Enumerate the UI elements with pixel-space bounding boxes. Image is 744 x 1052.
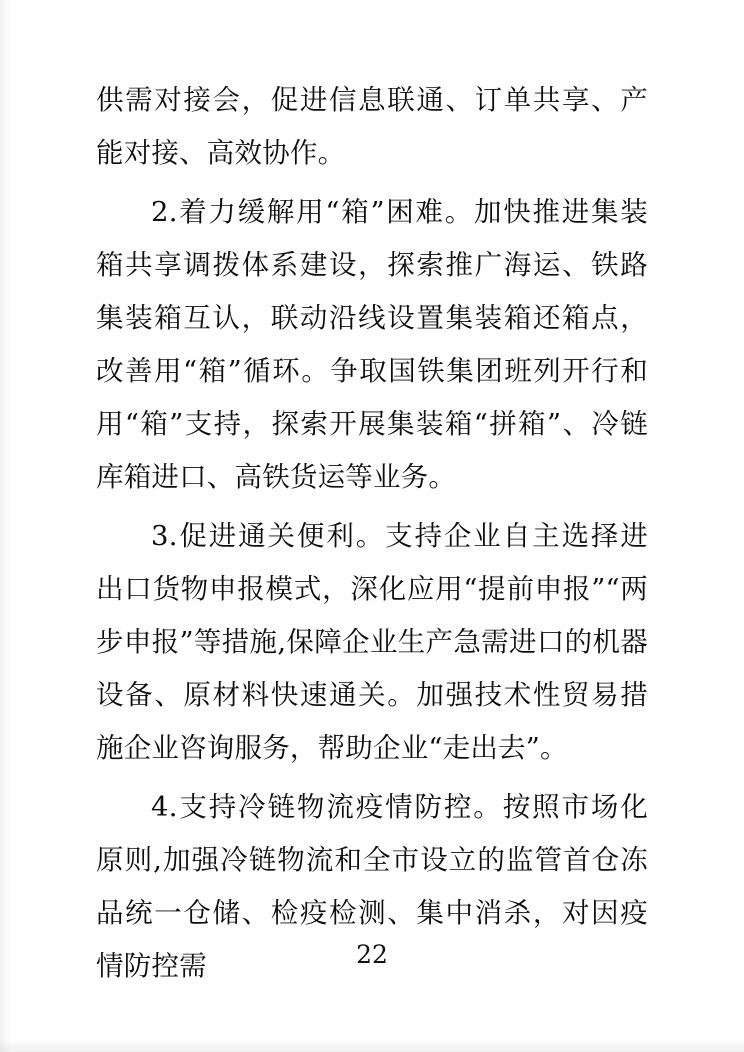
paragraph-continued: 供需对接会，促进信息联通、订单共享、产能对接、高效协作。 — [96, 84, 648, 169]
page-body-text — [96, 74, 648, 999]
page-edge-shadow-left — [0, 0, 10, 1052]
page-edge-shadow-bottom — [0, 1040, 744, 1052]
page-number: 22 — [356, 940, 388, 969]
paragraph-item-4: 4.支持冷链物流疫情防控。按照市场化原则,加强冷链物流和全市设立的监管首仓冻品统一仓储、检疫检测、集中消杀，对因疫情防控需 — [96, 791, 648, 982]
paragraph-item-3: 3.促进通关便利。支持企业自主选择进出口货物申报模式，深化应用“提前申报”“两步申报”等措施,保障企业生产急需进口的机器设备、原材料快速通关。加强技术性贸易措施企业咨询服务，帮助企业“走出去”。 — [96, 520, 648, 764]
paragraph-item-2: 2.着力缓解用“箱”困难。加快推进集装箱共享调拨体系建设，探索推广海运、铁路集装箱互认，联动沿线设置集装箱还箱点，改善用“箱”循环。争取国铁集团班列开行和用“箱”支持，探索开展集装箱“拼箱”、冷链库箱进口、高铁货运等业务。 — [96, 196, 648, 493]
